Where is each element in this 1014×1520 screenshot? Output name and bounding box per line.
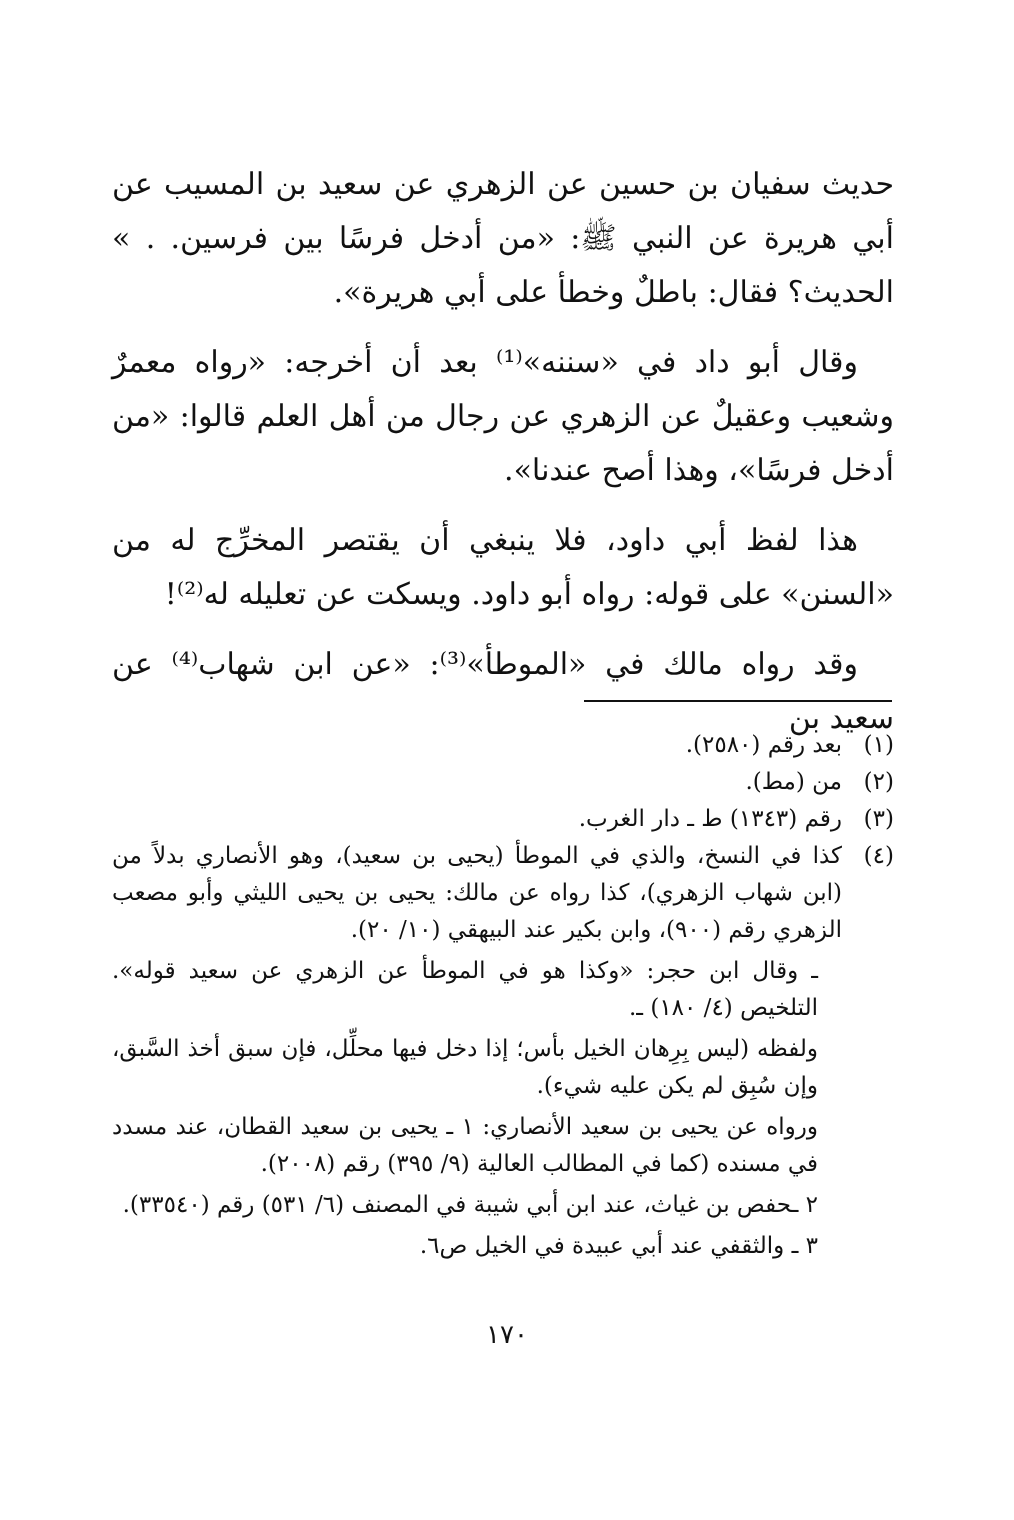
page-number: ١٧٠ (486, 1320, 528, 1350)
footnotes (112, 727, 894, 1265)
main-text (112, 158, 894, 746)
footnote-number: (٣) (863, 806, 894, 832)
footnote-divider (584, 700, 892, 702)
footnote-4-note-4: ٢ ـحفص بن غياث، عند ابن أبي شيبة في المصنف (٦/ ٥٣١) رقم (٣٣٥٤٠). (122, 1192, 818, 1218)
footnote-4-note-1: ـ وقال ابن حجر: «وكذا هو في الموطأ عن الزهري عن سعيد قوله». التلخيص (٤/ ١٨٠) ـ. (112, 958, 818, 1021)
footnote-text: بعد رقم (٢٥٨٠). (685, 732, 842, 758)
footnote-number: (٤) (863, 843, 894, 869)
footnote-number: (١) (863, 732, 894, 758)
footnote-text: كذا في النسخ، والذي في الموطأ (يحيى بن سعيد)، وهو الأنصاري بدلاً من (ابن شهاب الزهري)، كذا رواه عن مالك: يحيى بن يحيى الليثي وأبو مصعب الزهري رقم (٩٠٠)، وابن بكير عند البيهقي (١٠/ ٢٠). (112, 843, 842, 943)
body-paragraph-1: حديث سفيان بن حسين عن الزهري عن سعيد بن المسيب عن أبي هريرة عن النبي ﷺ: «من أدخل فرسًا بين فرسين. . » الحديث؟ فقال: باطلٌ وخطأ على أبي هريرة». (112, 167, 894, 310)
body-paragraph-3: هذا لفظ أبي داود، فلا ينبغي أن يقتصر المخرِّج له من «السنن» على قوله: رواه أبو داود. ويسكت عن تعليله له⁽²⁾! (112, 523, 894, 612)
footnote-3 (112, 801, 894, 838)
footnote-4-note-2: ولفظه (ليس بِرِهان الخيل بأس؛ إذا دخل فيها محلِّل، فإن سبق أخذ السَّبق، وإن سُبِق لم يكن عليه شيء). (112, 1036, 818, 1099)
body-paragraph-2: وقال أبو داد في «سننه»⁽¹⁾ بعد أن أخرجه: «رواه معمرٌ وشعيب وعقيلٌ عن الزهري عن رجال من أهل العلم قالوا: «من أدخل فرسًا»، وهذا أصح عندنا». (112, 345, 894, 488)
body-paragraph-4: وقد رواه مالك في «الموطأ»⁽³⁾: «عن ابن شهاب⁽⁴⁾ عن سعيد بن (112, 647, 894, 736)
footnote-4-note-5: ٣ ـ والثقفي عند أبي عبيدة في الخيل ص٦. (419, 1233, 818, 1259)
footnote-1 (112, 727, 894, 764)
footnote-4-note-3: ورواه عن يحيى بن سعيد الأنصاري: ١ ـ يحيى بن سعيد القطان، عند مسدد في مسنده (كما في المطالب العالية (٩/ ٣٩٥) رقم (٢٠٠٨). (112, 1114, 818, 1177)
footnote-2 (112, 764, 894, 801)
footnote-number: (٢) (863, 769, 894, 795)
footnote-4 (112, 838, 894, 1265)
footnote-text: من (مط). (745, 769, 842, 795)
footnote-text: رقم (١٣٤٣) ط ـ دار الغرب. (578, 806, 842, 832)
